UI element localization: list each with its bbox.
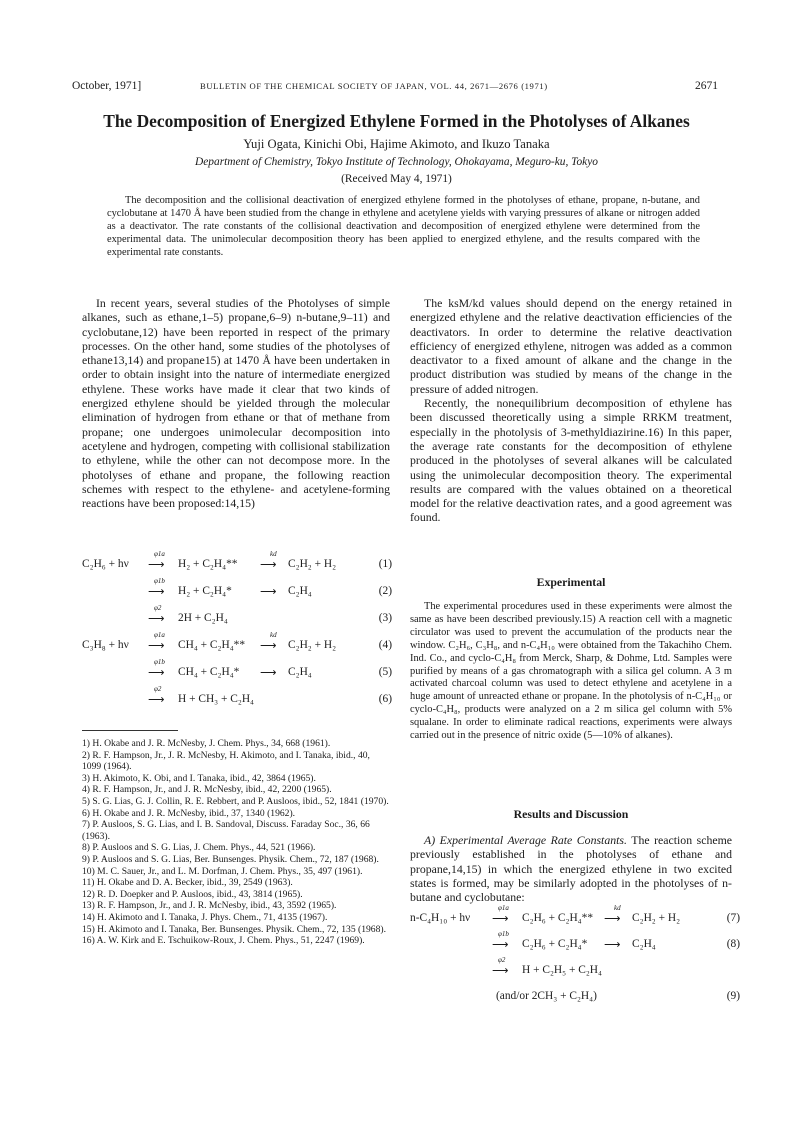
authors: Yuji Ogata, Kinichi Obi, Hajime Akimoto, and Ikuzo Tanaka [243, 137, 550, 151]
footnote-2: 2) R. F. Hampson, Jr., J. R. McNesby, H. Akimoto, and I. Tanaka, ibid., 40, 1099 (1964). [82, 749, 370, 773]
arrow-icon: ⟶ [492, 913, 509, 925]
equation-product: 2H + C₂H₄ [178, 612, 228, 624]
footnote-3: 3) H. Akimoto, K. Obi, and I. Tanaka, ibid., 42, 3864 (1965). [82, 772, 316, 784]
equation-product: C₂H₆ + C₂H₄* [522, 938, 588, 950]
footnote-8: 8) P. Ausloos and S. G. Lias, J. Chem. Phys., 44, 521 (1966). [82, 842, 316, 854]
footnote-rule [82, 730, 178, 731]
experimental-heading: Experimental [536, 575, 606, 589]
arrow-icon: ⟶ [260, 667, 277, 679]
page-number: 2671 [695, 80, 718, 92]
footnote-13: 13) R. F. Hampson, Jr., and J. R. McNesby, ibid., 43, 3592 (1965). [82, 900, 337, 912]
footnote-15: 15) H. Akimoto and I. Tanaka, Ber. Bunsenges. Physik. Chem., 72, 135 (1968). [82, 923, 386, 935]
equation-row [82, 631, 392, 664]
footnotes [82, 738, 390, 947]
equation-row [82, 604, 392, 637]
equation-row [410, 904, 740, 936]
quantum-yield-label: φ1a [154, 550, 165, 558]
header-date: October, 1971] [72, 80, 142, 92]
quantum-yield-label: φ1a [498, 904, 509, 912]
arrow-icon: ⟶ [148, 586, 165, 598]
equation-final-product: C₂H₂ + H₂ [288, 639, 337, 651]
equation-final-product: C₂H₂ + H₂ [632, 912, 681, 924]
equation-row [410, 988, 740, 1014]
equation-final-product: C₂H₄ [632, 938, 656, 950]
quantum-yield-label: φ1b [154, 577, 165, 585]
affiliation: Department of Chemistry, Tokyo Institute of Technology, Ohokayama, Meguro-ku, Tokyo [195, 156, 598, 168]
equation-number: (2) [378, 585, 392, 597]
equation-reactant: C₃H₈ + hν [82, 639, 129, 651]
arrow-icon: ⟶ [148, 640, 165, 652]
header-journal: BULLETIN OF THE CHEMICAL SOCIETY OF JAPAN, VOL. 44, 2671—2676 (1971) [200, 81, 548, 91]
quantum-yield-label: φ1b [498, 930, 509, 938]
right-paragraph-1: The ksM/kd values should depend on the energy retained in energized ethylene and the relative deactivation efficiencies of the deactivators. In order to determine the relative deactivation efficiency of energized ethylene, nitrogen was added as a common deactivator to a fixed amount of alkane and the change in the product distribution was studied by means of the change in the pressure of added nitrogen. [410, 296, 732, 396]
equation-product: CH₄ + C₂H₄** [178, 639, 246, 651]
footnote-10: 10) M. C. Sauer, Jr., and L. M. Dorfman, J. Chem. Phys., 35, 497 (1961). [82, 865, 363, 877]
footnote-4: 4) R. F. Hampson, Jr., and J. R. McNesby, ibid., 42, 2200 (1965). [82, 784, 332, 796]
arrow-icon: ⟶ [492, 939, 509, 951]
equation-product: H₂ + C₂H₄** [178, 558, 238, 570]
intro-text: In recent years, several studies of the Photolyses of simple alkanes, such as ethane,1–5) propane,6–9) n-butane,9–11) and cyclobutane,12) have been reported in respect of the primary processes. On the other hand, some studies of the photolyses of ethane13,14) and propane15) at 1470 Å have been undertaken in order to obtain insight into the nature of intermediate energized ethylene. These works have made it clear that two kinds of energized ethylene should be yielded through the molecular elimination of hydrogen from ethane or that of methane from propane; one undergoes unimolecular decomposition into acetylene and hydrogen, competing with collisional stabilization to ethylene, while the other can not decompose more. In the photolyses of ethane and propane, the following reaction schemes with respect to the ethylene- and acetylene-forming reactions have been proposed:14,15) [82, 296, 390, 511]
footnote-1: 1) H. Okabe and J. R. McNesby, J. Chem. Phys., 34, 668 (1961). [82, 738, 331, 749]
equation-number: (8) [726, 938, 740, 950]
arrow-icon: ⟶ [260, 559, 277, 571]
received-date: (Received May 4, 1971) [341, 173, 452, 185]
equation-number: (6) [378, 693, 392, 705]
equation-product: C₂H₆ + C₂H₄** [522, 912, 594, 924]
equation-final-product: C₂H₄ [288, 666, 312, 678]
footnote-5: 5) S. G. Lias, G. J. Collin, R. E. Rebbert, and P. Ausloos, ibid., 52, 1841 (1970). [82, 795, 389, 807]
equation-product: H + CH₃ + C₂H₄ [178, 693, 255, 705]
footnote-12: 12) R. D. Doepker and P. Ausloos, ibid., 43, 3814 (1965). [82, 888, 303, 900]
equation-number: (4) [378, 639, 392, 651]
footnote-16: 16) A. W. Kirk and E. Tschuikow-Roux, J. Chem. Phys., 51, 2247 (1969). [82, 935, 365, 947]
footnote-14: 14) H. Akimoto and I. Tanaka, J. Phys. Chem., 71, 4135 (1967). [82, 911, 328, 923]
footnote-7: 7) P. Ausloos, S. G. Lias, and I. B. Sandoval, Discuss. Faraday Soc., 36, 66 (1963). [82, 819, 370, 842]
equation-row [82, 577, 392, 610]
equation-row [82, 550, 392, 583]
equation-number: (3) [378, 612, 392, 624]
right-paragraph-2: Recently, the nonequilibrium decomposition of ethylene has been discussed theoretically using a simple RRKM treatment, especially in the photolysis of 3-methyldiazirine.16) In this paper, the average rate constants for the decomposition of ethylene produced in the photolyses of several alkanes will be calculated using the unimolecular decomposition theory. The experimental results are compared with the values obtained on a theoretical model for the relative deactivation rates, and a good agreement was found. [410, 396, 732, 525]
equation-product: CH₄ + C₂H₄* [178, 666, 240, 678]
rate-constant-label: kd [270, 631, 277, 639]
equation-number: (9) [726, 990, 740, 1002]
right-column-intro [410, 296, 732, 525]
footnote-6: 6) H. Okabe and J. R. McNesby, ibid., 37, 1340 (1962). [82, 807, 296, 819]
footnote-9: 9) P. Ausloos and S. G. Lias, Ber. Bunsenges. Physik. Chem., 72, 187 (1968). [82, 853, 379, 865]
equation-final-product: C₂H₄ [288, 585, 312, 597]
quantum-yield-label: φ2 [498, 956, 506, 964]
quantum-yield-label: φ2 [154, 685, 162, 693]
equation-final-product: C₂H₂ + H₂ [288, 558, 337, 570]
arrow-icon: ⟶ [148, 613, 165, 625]
equation-product: H₂ + C₂H₄* [178, 585, 232, 597]
equation-product: (and/or 2CH₃ + C₂H₄) [496, 990, 597, 1002]
equation-reactant: C₂H₆ + hν [82, 558, 129, 570]
arrow-icon: ⟶ [492, 965, 509, 977]
equation-number: (1) [378, 558, 392, 570]
arrow-icon: ⟶ [260, 586, 277, 598]
equation-number: (7) [726, 912, 740, 924]
quantum-yield-label: φ1b [154, 658, 165, 666]
results-text: The reaction scheme previously established in the photolyses of ethane and propane,14,15) in which the energized ethylene in two excited states is formed, may be similarly adopted in the photolyses of n-butane and cyclobutane: [410, 833, 732, 905]
arrow-icon: ⟶ [604, 939, 621, 951]
results-subheading: A) Experimental Average Rate Constants. [424, 833, 627, 847]
arrow-icon: ⟶ [604, 913, 621, 925]
arrow-icon: ⟶ [148, 694, 165, 706]
equation-row [82, 685, 392, 718]
equation-row [410, 930, 740, 962]
equation-number: (5) [378, 666, 392, 678]
intro-paragraph [82, 296, 390, 510]
footnote-11: 11) H. Okabe and D. A. Becker, ibid., 39, 2549 (1963). [82, 877, 293, 889]
equation-product: H + C₂H₅ + C₂H₄ [522, 964, 602, 976]
results-paragraph [410, 833, 732, 904]
quantum-yield-label: φ2 [154, 604, 162, 612]
paper-title: The Decomposition of Energized Ethylene Formed in the Photolyses of Alkanes [103, 111, 690, 131]
equation-row [410, 956, 740, 988]
arrow-icon: ⟶ [148, 559, 165, 571]
rate-constant-label: kd [270, 550, 277, 558]
arrow-icon: ⟶ [148, 667, 165, 679]
abstract: The decomposition and the collisional deactivation of energized ethylene formed in the photolyses of ethane, propane, n-butane, and cyclobutane at 1470 Å have been studied from the change in ethylene and acetylene yields with varying pressures of alkane or nitrogen added as a deactivator. The rate constants of the collisional deactivation and decomposition of energized ethylene were determined from the experimental data. The unimolecular decomposition theory has been applied to energized ethylene, and the results compared with the experimental rate constants. [107, 195, 700, 258]
arrow-icon: ⟶ [260, 640, 277, 652]
experimental-text: The experimental procedures used in these experiments were almost the same as have been described previously.15) A reaction cell with a magnetic circulator was used to prevent the accumulation of the products near the window. C₂H₆, C₃H₈, and n-C₄H₁₀ were obtained from the Takachiho Chem. Ind. Co., and cyclo-C₄H₈ from Merck, Sharp, & Dohme, Ltd. Samples were purified by means of a gas chromatograph with a silica gel column. A 3 m activated charcoal column was used to detect ethylene and acetylene in a huge amount of unreacted ethane or propane. In the photolysis of n-C₄H₁₀ or cyclo-C₄H₈, products were analyzed on a 2 m silica gel column with 5% squalane. In order to eliminate radical reactions, experiments were always carried out in the presence of nitric oxide (5—10% of alkanes). [410, 601, 732, 742]
results-heading: Results and Discussion [513, 807, 629, 821]
quantum-yield-label: φ1a [154, 631, 165, 639]
rate-constant-label: kd [614, 904, 621, 912]
equation-reactant: n-C₄H₁₀ + hν [410, 912, 471, 924]
equation-row [82, 658, 392, 691]
